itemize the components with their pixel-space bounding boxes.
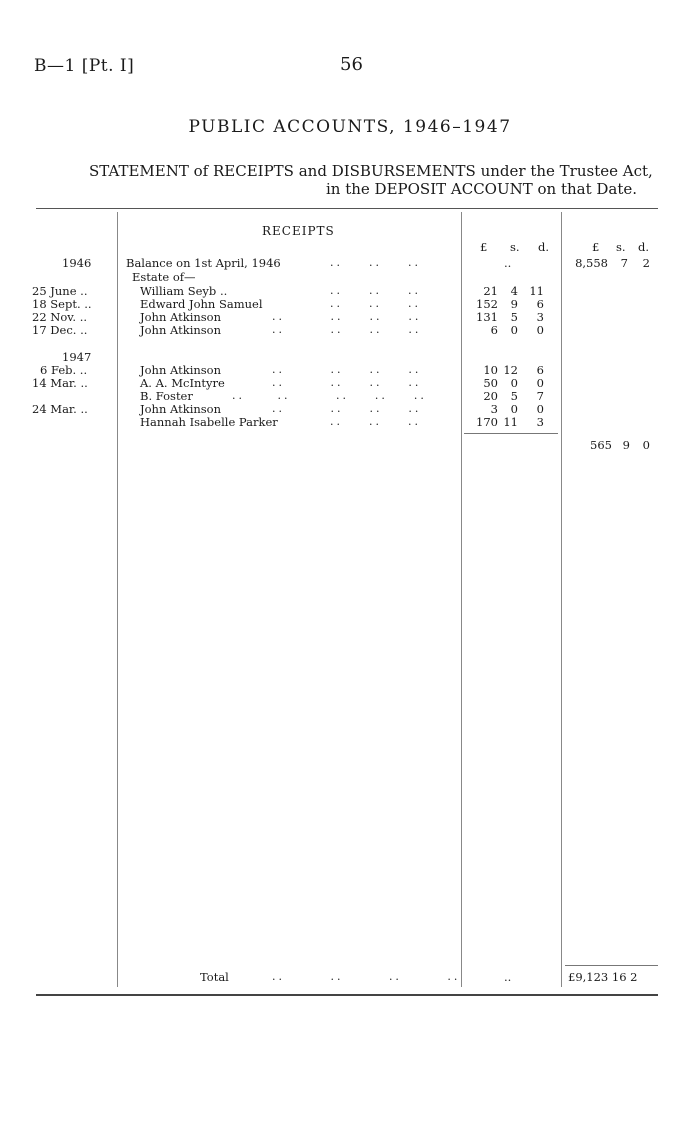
balance-detail-amount: .. — [504, 256, 512, 270]
leader-dots: .. .. .. .. — [272, 402, 422, 415]
detail-subtotal-rule — [464, 433, 558, 434]
leader-dots: .. .. .. .. — [272, 310, 422, 323]
row-pounds: 21 — [483, 284, 498, 298]
leader-dots: .. .. .. — [330, 297, 421, 310]
row-pence: 3 — [536, 310, 544, 324]
row-pounds: 131 — [476, 310, 498, 324]
row-shillings: 5 — [510, 310, 518, 324]
row-date: 25 June .. — [32, 284, 88, 298]
row-shillings: 0 — [510, 376, 518, 390]
row-pence: 0 — [536, 376, 544, 390]
year-label: 1946 — [62, 256, 92, 270]
row-pounds: 170 — [476, 415, 498, 429]
total-pence-header: d. — [638, 240, 650, 254]
subtotal-shillings: 9 — [622, 438, 630, 452]
row-name: B. Foster — [140, 389, 193, 403]
row-pounds: 6 — [490, 323, 498, 337]
row-date: 6 Feb. .. — [40, 363, 88, 377]
detail-pence-header: d. — [538, 240, 550, 254]
date-column-divider — [117, 212, 118, 987]
year-label: 1947 — [62, 350, 92, 364]
balance-pence: 2 — [642, 256, 650, 270]
row-pounds: 152 — [476, 297, 498, 311]
total-detail-amount: .. — [504, 970, 512, 984]
row-name: A. A. McIntyre — [140, 376, 225, 390]
page-reference: B—1 [Pt. I] — [34, 56, 135, 76]
statement-heading-line-2: in the DEPOSIT ACCOUNT on that Date. — [326, 180, 638, 198]
row-pounds: 10 — [483, 363, 498, 377]
row-name: William Seyb .. — [140, 284, 228, 298]
leader-dots: .. .. .. .. — [272, 323, 422, 336]
detail-column-divider — [461, 212, 462, 987]
row-pounds: 50 — [483, 376, 498, 390]
row-date: 24 Mar. .. — [32, 402, 88, 416]
row-date: 14 Mar. .. — [32, 376, 88, 390]
row-pence: 6 — [536, 363, 544, 377]
leader-dots: .. .. .. — [330, 284, 421, 297]
row-name: Edward John Samuel — [140, 297, 263, 311]
table-bottom-rule — [36, 994, 658, 996]
row-shillings: 4 — [510, 284, 518, 298]
total-shillings-header: s. — [616, 240, 626, 254]
detail-pounds-header: £ — [480, 240, 488, 254]
row-shillings: 12 — [503, 363, 518, 377]
page-title: PUBLIC ACCOUNTS, 1946–1947 — [188, 117, 512, 137]
row-pence: 3 — [536, 415, 544, 429]
table-top-rule — [36, 208, 658, 209]
row-name: John Atkinson — [140, 363, 222, 377]
row-pence: 0 — [536, 323, 544, 337]
row-pence: 7 — [536, 389, 544, 403]
row-pounds: 3 — [490, 402, 498, 416]
leader-dots: .. .. .. .. .. — [232, 389, 427, 402]
row-name: John Atkinson — [140, 310, 222, 324]
row-pence: 11 — [529, 284, 544, 298]
row-shillings: 0 — [510, 402, 518, 416]
leader-dots: .. .. .. — [330, 256, 421, 269]
subtotal-pence: 0 — [642, 438, 650, 452]
total-top-rule — [565, 965, 658, 966]
statement-heading-line-1: STATEMENT of RECEIPTS and DISBURSEMENTS under the Trustee Act, — [89, 162, 653, 180]
leader-dots: .. .. .. .. — [272, 363, 422, 376]
total-amount: £9,123 16 2 — [568, 970, 638, 984]
row-shillings: 11 — [503, 415, 518, 429]
estate-heading: Estate of— — [132, 270, 196, 284]
total-label: Total — [200, 970, 229, 984]
row-pence: 6 — [536, 297, 544, 311]
leader-dots: .. .. .. — [330, 415, 421, 428]
row-pence: 0 — [536, 402, 544, 416]
subtotal-pounds: 565 — [590, 438, 612, 452]
amount-column-divider — [561, 212, 562, 987]
leader-dots: .. .. .. .. — [272, 970, 461, 983]
receipts-section-title: RECEIPTS — [262, 224, 335, 238]
row-date: 17 Dec. .. — [32, 323, 88, 337]
balance-label: Balance on 1st April, 1946 — [126, 256, 281, 270]
row-shillings: 9 — [510, 297, 518, 311]
row-name: Hannah Isabelle Parker — [140, 415, 278, 429]
total-pounds-header: £ — [592, 240, 600, 254]
row-pounds: 20 — [483, 389, 498, 403]
row-name: John Atkinson — [140, 402, 222, 416]
row-date: 22 Nov. .. — [32, 310, 88, 324]
row-name: John Atkinson — [140, 323, 222, 337]
row-shillings: 5 — [510, 389, 518, 403]
balance-shillings: 7 — [620, 256, 628, 270]
row-date: 18 Sept. .. — [32, 297, 92, 311]
balance-pounds: 8,558 — [575, 256, 608, 270]
page-number: 56 — [340, 54, 363, 75]
row-shillings: 0 — [510, 323, 518, 337]
detail-shillings-header: s. — [510, 240, 520, 254]
leader-dots: .. .. .. .. — [272, 376, 422, 389]
